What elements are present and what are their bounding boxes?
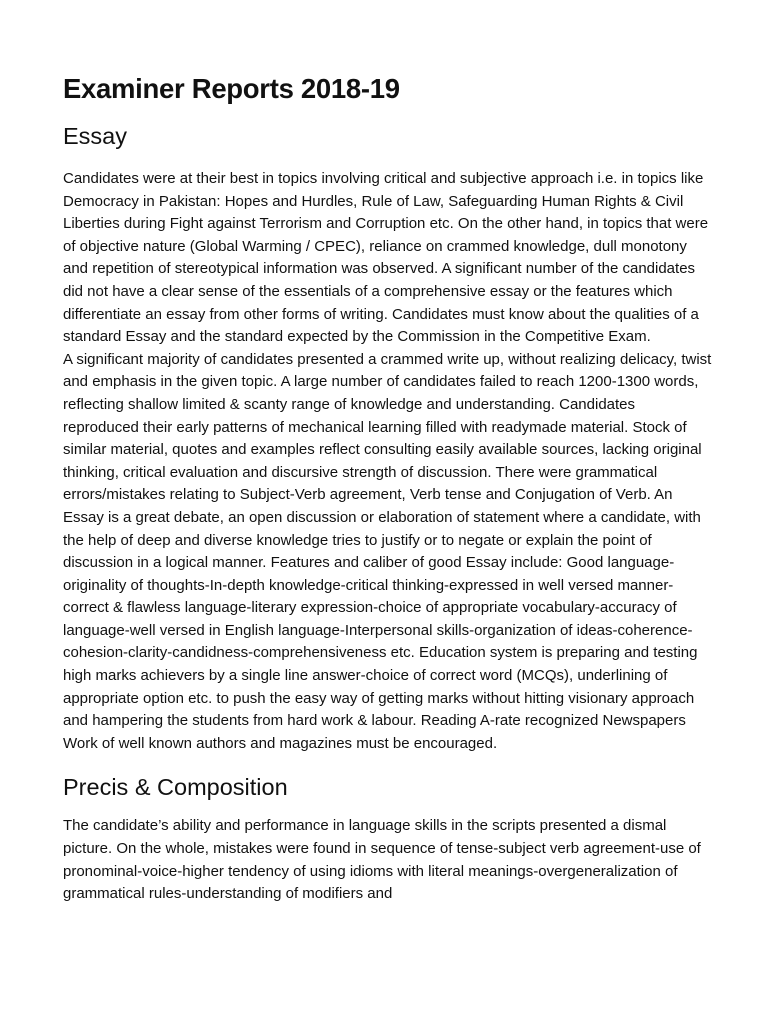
section-heading-precis: Precis & Composition bbox=[63, 774, 288, 801]
essay-paragraph-2: A significant majority of candidates presented a crammed write up, without realizing delicacy, twist and emphasis in the given topic. A large number of candidates failed to reach 1200-1300 words, reflecting shallow limited & scanty range of knowledge and understanding. Candidates reproduced their early patterns of mechanical learning filled with readymade material. Stock of similar material, quotes and examples reflect consulting easily available sources, lacking original thinking, critical evaluation and discursive strength of discussion. There were grammatical errors/mistakes relating to Subject-Verb agreement, Verb tense and Conjugation of Verb. An Essay is a great debate, an open discussion or elaboration of statement where a candidate, with the help of deep and diverse knowledge tries to justify or to negate or explain the point of discussion in a logical manner. Features and caliber of good Essay include: Good language-originality of thoughts-In-depth knowledge-critical thinking-expressed in well versed manner-correct & flawless language-literary expression-choice of appropriate vocabulary-accuracy of language-well versed in English language-Interpersonal skills-organization of ideas-coherence-cohesion-clarity-candidness-comprehensiveness etc. Education system is preparing and testing high marks achievers by a single line answer-choice of correct word (MCQs), underlining of appropriate option etc. to push the easy way of getting marks without hitting visionary approach and hampering the students from hard work & labour. Reading A-rate recognized Newspapers Work of well known authors and magazines must be encouraged. bbox=[63, 350, 712, 752]
essay-paragraph-1: Candidates were at their best in topics involving critical and subjective approach i.e. in topics like Democracy in Pakistan: Hopes and Hurdles, Rule of Law, Safeguarding Human Rights & Civil Liberties during Fight against Terrorism and Corruption etc. On the other hand, in topics that were of objective nature (Global Warming / CPEC), reliance on crammed knowledge, dull monotony and repetition of stereotypical information was observed. A significant number of the candidates did not have a clear sense of the essentials of a comprehensive essay or the features which differentiate an essay from other forms of writing. Candidates must know about the qualities of a standard Essay and the standard expected by the Commission in the Competitive Exam. bbox=[63, 170, 709, 346]
document-title: Examiner Reports 2018-19 bbox=[63, 73, 400, 104]
section-heading-essay: Essay bbox=[63, 123, 127, 149]
precis-section bbox=[63, 769, 713, 905]
essay-section bbox=[63, 118, 713, 755]
document-page bbox=[63, 68, 713, 906]
precis-body bbox=[63, 815, 713, 905]
essay-body bbox=[63, 168, 713, 755]
precis-paragraph-1: The candidate’s ability and performance in language skills in the scripts presented a dismal picture. On the whole, mistakes were found in sequence of tense-subject verb agreement-use of pronominal-voice-higher tendency of using idioms with literal meanings-overgeneralization of grammatical rules-understanding of modifiers and bbox=[63, 817, 701, 903]
